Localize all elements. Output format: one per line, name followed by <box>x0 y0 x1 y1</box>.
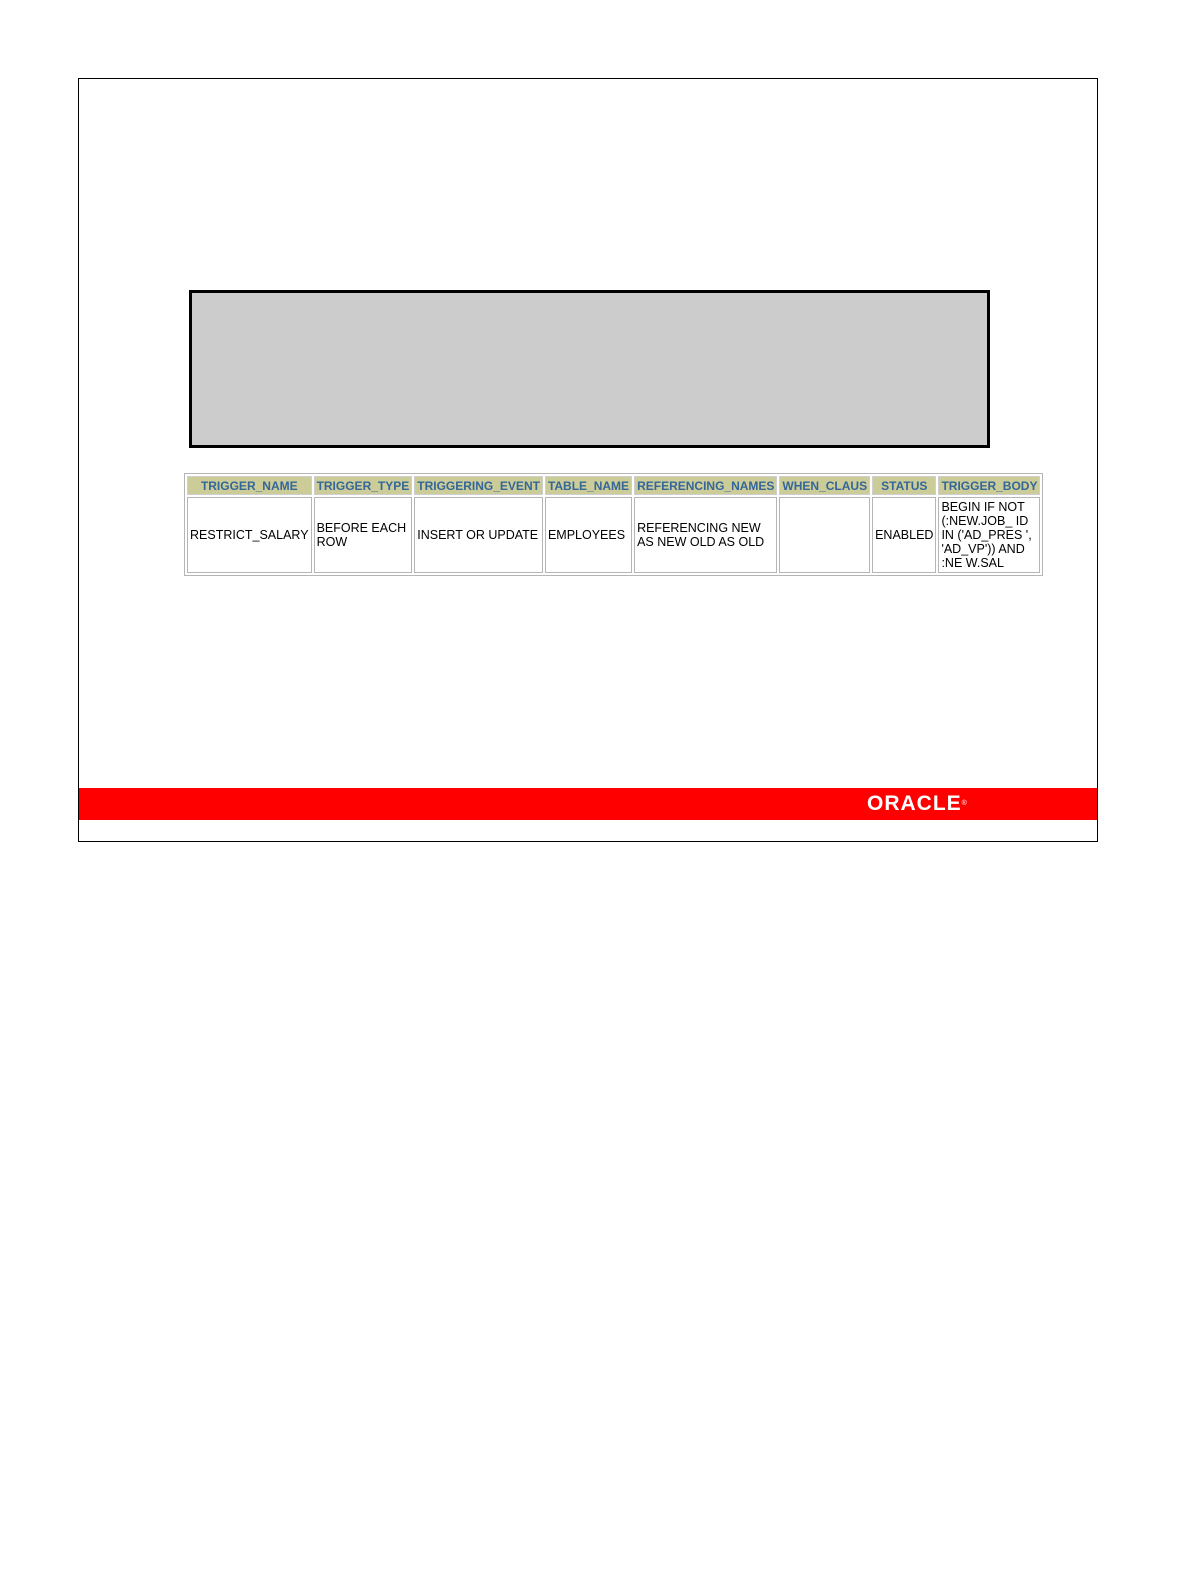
cell-status: ENABLED <box>872 497 936 573</box>
slide-frame <box>78 78 1098 842</box>
column-header-trigger-body: TRIGGER_BODY <box>938 476 1040 495</box>
footer-bar <box>79 788 1097 820</box>
column-header-when-clause: WHEN_CLAUS <box>779 476 870 495</box>
column-header-trigger-name: TRIGGER_NAME <box>187 476 312 495</box>
cell-table-name: EMPLOYEES <box>545 497 632 573</box>
code-box <box>189 290 990 448</box>
table-header-row <box>187 476 1040 495</box>
cell-trigger-body: BEGIN IF NOT (:NEW.JOB_ ID IN ('AD_PRES ', 'AD_VP')) AND :NE W.SAL <box>938 497 1040 573</box>
oracle-logo-text: ORACLE <box>867 792 962 815</box>
cell-trigger-type: BEFORE EACH ROW <box>314 497 413 573</box>
column-header-table-name: TABLE_NAME <box>545 476 632 495</box>
trigger-result-table <box>184 473 1043 576</box>
cell-when-clause <box>779 497 870 573</box>
oracle-logo <box>867 793 968 815</box>
column-header-trigger-type: TRIGGER_TYPE <box>314 476 413 495</box>
cell-referencing-names: REFERENCING NEW AS NEW OLD AS OLD <box>634 497 777 573</box>
column-header-referencing-names: REFERENCING_NAMES <box>634 476 777 495</box>
cell-trigger-name: RESTRICT_SALARY <box>187 497 312 573</box>
registered-mark: ® <box>961 800 968 807</box>
column-header-status: STATUS <box>872 476 936 495</box>
cell-triggering-event: INSERT OR UPDATE <box>414 497 543 573</box>
table-row <box>187 497 1040 573</box>
column-header-triggering-event: TRIGGERING_EVENT <box>414 476 543 495</box>
